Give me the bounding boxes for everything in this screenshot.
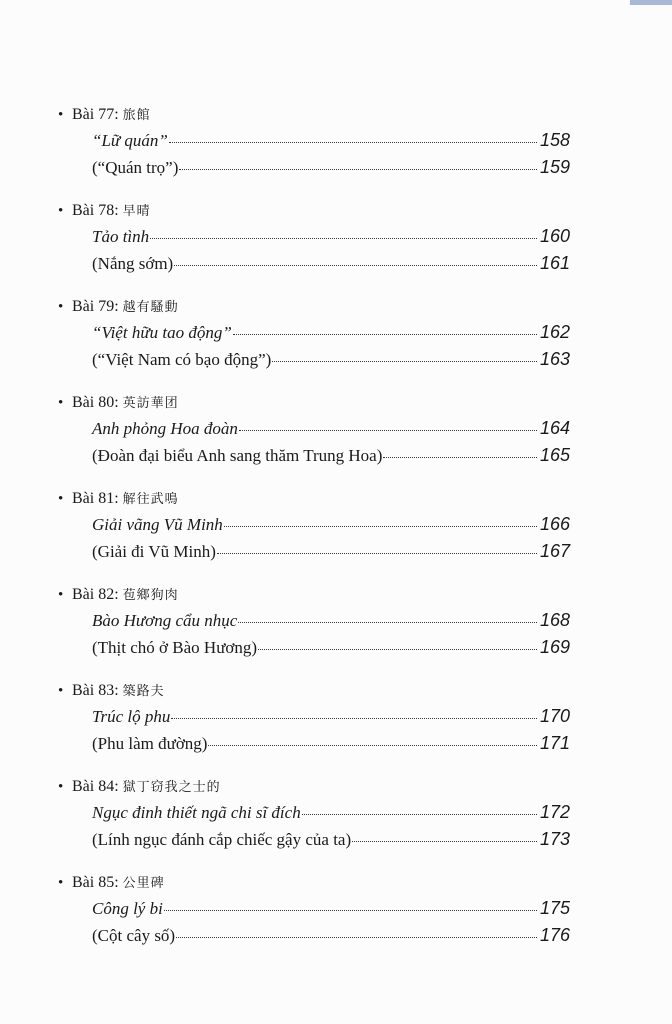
toc-entry[interactable] [58, 226, 570, 253]
toc-entry[interactable] [58, 733, 570, 760]
lesson-section [58, 296, 570, 376]
dot-leader [272, 361, 537, 362]
lesson-title-hanzi: 獄丁窃我之士的 [122, 779, 221, 794]
toc-entry[interactable] [58, 925, 570, 952]
lesson-heading [58, 680, 570, 706]
dot-leader [238, 622, 537, 623]
lesson-label: Bài 80: [72, 394, 119, 411]
toc-entry[interactable] [58, 418, 570, 445]
page-number: 172 [539, 802, 570, 822]
dot-leader [217, 553, 537, 554]
toc-entry[interactable] [58, 253, 570, 280]
bullet-icon: • [58, 875, 64, 891]
page-number: 167 [539, 541, 570, 561]
page-number: 173 [539, 829, 570, 849]
bullet-icon: • [58, 587, 64, 603]
lesson-label: Bài 77: [72, 106, 119, 123]
page-number: 171 [539, 733, 570, 753]
page-number: 163 [539, 349, 570, 369]
dot-leader [352, 841, 537, 842]
lesson-section [58, 872, 570, 952]
toc-entry[interactable] [58, 706, 570, 733]
entry-title: (Lính ngục đánh cắp chiếc gậy của ta) [92, 830, 352, 849]
toc-entry[interactable] [58, 637, 570, 664]
lesson-section [58, 104, 570, 184]
bullet-icon: • [58, 203, 64, 219]
page-number: 162 [539, 322, 570, 342]
lesson-heading [58, 488, 570, 514]
lesson-heading [58, 200, 570, 226]
dot-leader [150, 238, 537, 239]
page-number: 169 [539, 637, 570, 657]
lesson-heading [58, 104, 570, 130]
lesson-label: Bài 78: [72, 202, 119, 219]
lesson-heading [58, 392, 570, 418]
entry-title: (Giải đi Vũ Minh) [92, 542, 216, 561]
dot-leader [174, 265, 537, 266]
entry-title: (“Việt Nam có bạo động”) [92, 350, 272, 369]
dot-leader [164, 910, 537, 911]
dot-leader [258, 649, 537, 650]
lesson-title-hanzi: 越有騷動 [122, 299, 179, 314]
lesson-title-hanzi: 解往武鳴 [122, 491, 179, 506]
entry-title: Tảo tình [92, 227, 150, 246]
entry-title: Ngục đinh thiết ngã chi sĩ đích [92, 803, 301, 822]
lesson-label: Bài 82: [72, 586, 119, 603]
page-number: 170 [539, 706, 570, 726]
entry-title: “Lữ quán” [92, 131, 168, 150]
lesson-section [58, 200, 570, 280]
lesson-label: Bài 84: [72, 778, 119, 795]
table-of-contents [58, 104, 570, 968]
toc-entry[interactable] [58, 514, 570, 541]
page-number: 165 [539, 445, 570, 465]
lesson-heading [58, 296, 570, 322]
lesson-title-hanzi: 旅館 [122, 107, 151, 122]
entry-title: Trúc lộ phu [92, 707, 171, 726]
lesson-label: Bài 81: [72, 490, 119, 507]
lesson-label: Bài 83: [72, 682, 119, 699]
toc-entry[interactable] [58, 829, 570, 856]
page-number: 175 [539, 898, 570, 918]
entry-title: Công lý bi [92, 899, 163, 918]
bullet-icon: • [58, 107, 64, 123]
toc-entry[interactable] [58, 541, 570, 568]
page-number: 160 [539, 226, 570, 246]
lesson-section [58, 488, 570, 568]
top-edge-strip [630, 0, 672, 5]
page-number: 166 [539, 514, 570, 534]
page-number: 164 [539, 418, 570, 438]
dot-leader [179, 169, 537, 170]
lesson-heading [58, 872, 570, 898]
lesson-heading [58, 776, 570, 802]
lesson-section [58, 584, 570, 664]
entry-title: Giải vãng Vũ Minh [92, 515, 223, 534]
dot-leader [208, 745, 537, 746]
bullet-icon: • [58, 779, 64, 795]
page-number: 159 [539, 157, 570, 177]
page-number: 168 [539, 610, 570, 630]
entry-title: (Phu làm đường) [92, 734, 208, 753]
toc-entry[interactable] [58, 898, 570, 925]
entry-title: Anh phỏng Hoa đoàn [92, 419, 238, 438]
entry-title: (“Quán trọ”) [92, 158, 179, 177]
lesson-title-hanzi: 築路夫 [122, 683, 165, 698]
toc-entry[interactable] [58, 130, 570, 157]
dot-leader [239, 430, 537, 431]
dot-leader [176, 937, 537, 938]
lesson-section [58, 680, 570, 760]
bullet-icon: • [58, 395, 64, 411]
dot-leader [302, 814, 537, 815]
page-number: 176 [539, 925, 570, 945]
toc-entry[interactable] [58, 349, 570, 376]
entry-title: (Thịt chó ở Bào Hương) [92, 638, 258, 657]
lesson-title-hanzi: 英訪華团 [122, 395, 179, 410]
entry-title: (Đoàn đại biểu Anh sang thăm Trung Hoa) [92, 446, 383, 465]
page-number: 158 [539, 130, 570, 150]
dot-leader [383, 457, 537, 458]
dot-leader [169, 142, 537, 143]
entry-title: Bào Hương cẩu nhục [92, 611, 238, 630]
bullet-icon: • [58, 491, 64, 507]
toc-entry[interactable] [58, 610, 570, 637]
entry-title: (Cột cây số) [92, 926, 176, 945]
lesson-section [58, 392, 570, 472]
dot-leader [171, 718, 537, 719]
entry-title: (Nắng sớm) [92, 254, 174, 273]
lesson-title-hanzi: 早晴 [122, 203, 151, 218]
lesson-heading [58, 584, 570, 610]
toc-entry[interactable] [58, 322, 570, 349]
lesson-title-hanzi: 苞鄉狗肉 [122, 587, 179, 602]
dot-leader [233, 334, 537, 335]
page-number: 161 [539, 253, 570, 273]
bullet-icon: • [58, 683, 64, 699]
entry-title: “Việt hữu tao động” [92, 323, 232, 342]
lesson-title-hanzi: 公里碑 [122, 875, 165, 890]
lesson-section [58, 776, 570, 856]
toc-entry[interactable] [58, 157, 570, 184]
toc-entry[interactable] [58, 802, 570, 829]
dot-leader [224, 526, 537, 527]
toc-entry[interactable] [58, 445, 570, 472]
bullet-icon: • [58, 299, 64, 315]
lesson-label: Bài 79: [72, 298, 119, 315]
lesson-label: Bài 85: [72, 874, 119, 891]
